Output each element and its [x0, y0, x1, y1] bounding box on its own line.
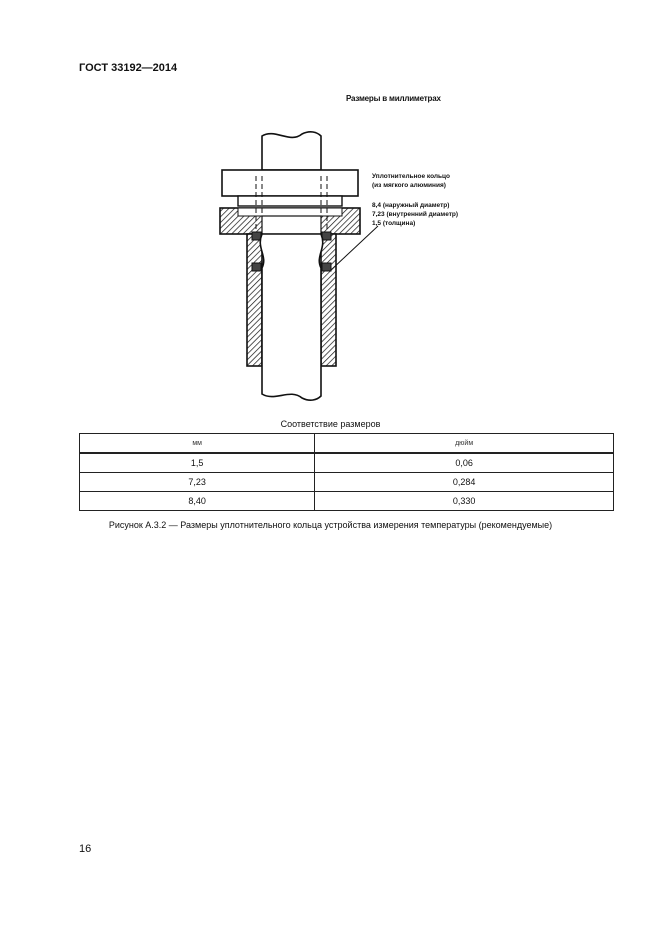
table-row — [80, 492, 614, 511]
units-note: Размеры в миллиметрах — [346, 94, 441, 103]
seal-ring-callout-line: Уплотнительное кольцо — [372, 173, 450, 180]
table-row — [80, 473, 614, 492]
table-cell: 0,330 — [315, 492, 614, 511]
table-cell: 7,23 — [80, 473, 315, 492]
table-cell: 1,5 — [80, 453, 315, 473]
seal-dimensions-callout — [372, 201, 458, 228]
seal-ring-callout — [372, 172, 450, 190]
table-row — [80, 453, 614, 473]
table-cell: 0,06 — [315, 453, 614, 473]
table-header-row — [80, 434, 614, 454]
seal-ring-drawing — [200, 118, 380, 408]
dimensions-table — [79, 433, 614, 511]
figure-caption: Рисунок А.3.2 — Размеры уплотнительного кольца устройства измерения температуры (рекомендуемые) — [108, 520, 553, 530]
outer-diameter-label: 8,4 (наружный диаметр) — [372, 202, 450, 209]
document-header: ГОСТ 33192—2014 — [79, 62, 178, 74]
table-title: Соответствие размеров — [280, 419, 381, 429]
column-header-inch: дюйм — [315, 434, 614, 454]
seal-ring-callout-line: (из мягкого алюминия) — [372, 182, 446, 189]
inner-diameter-label: 7,23 (внутренний диаметр) — [372, 211, 459, 218]
page-number: 16 — [79, 843, 92, 855]
column-header-mm: мм — [80, 434, 315, 454]
table-cell: 0,284 — [315, 473, 614, 492]
table-cell: 8,40 — [80, 492, 315, 511]
thickness-label: 1,5 (толщина) — [372, 220, 416, 227]
